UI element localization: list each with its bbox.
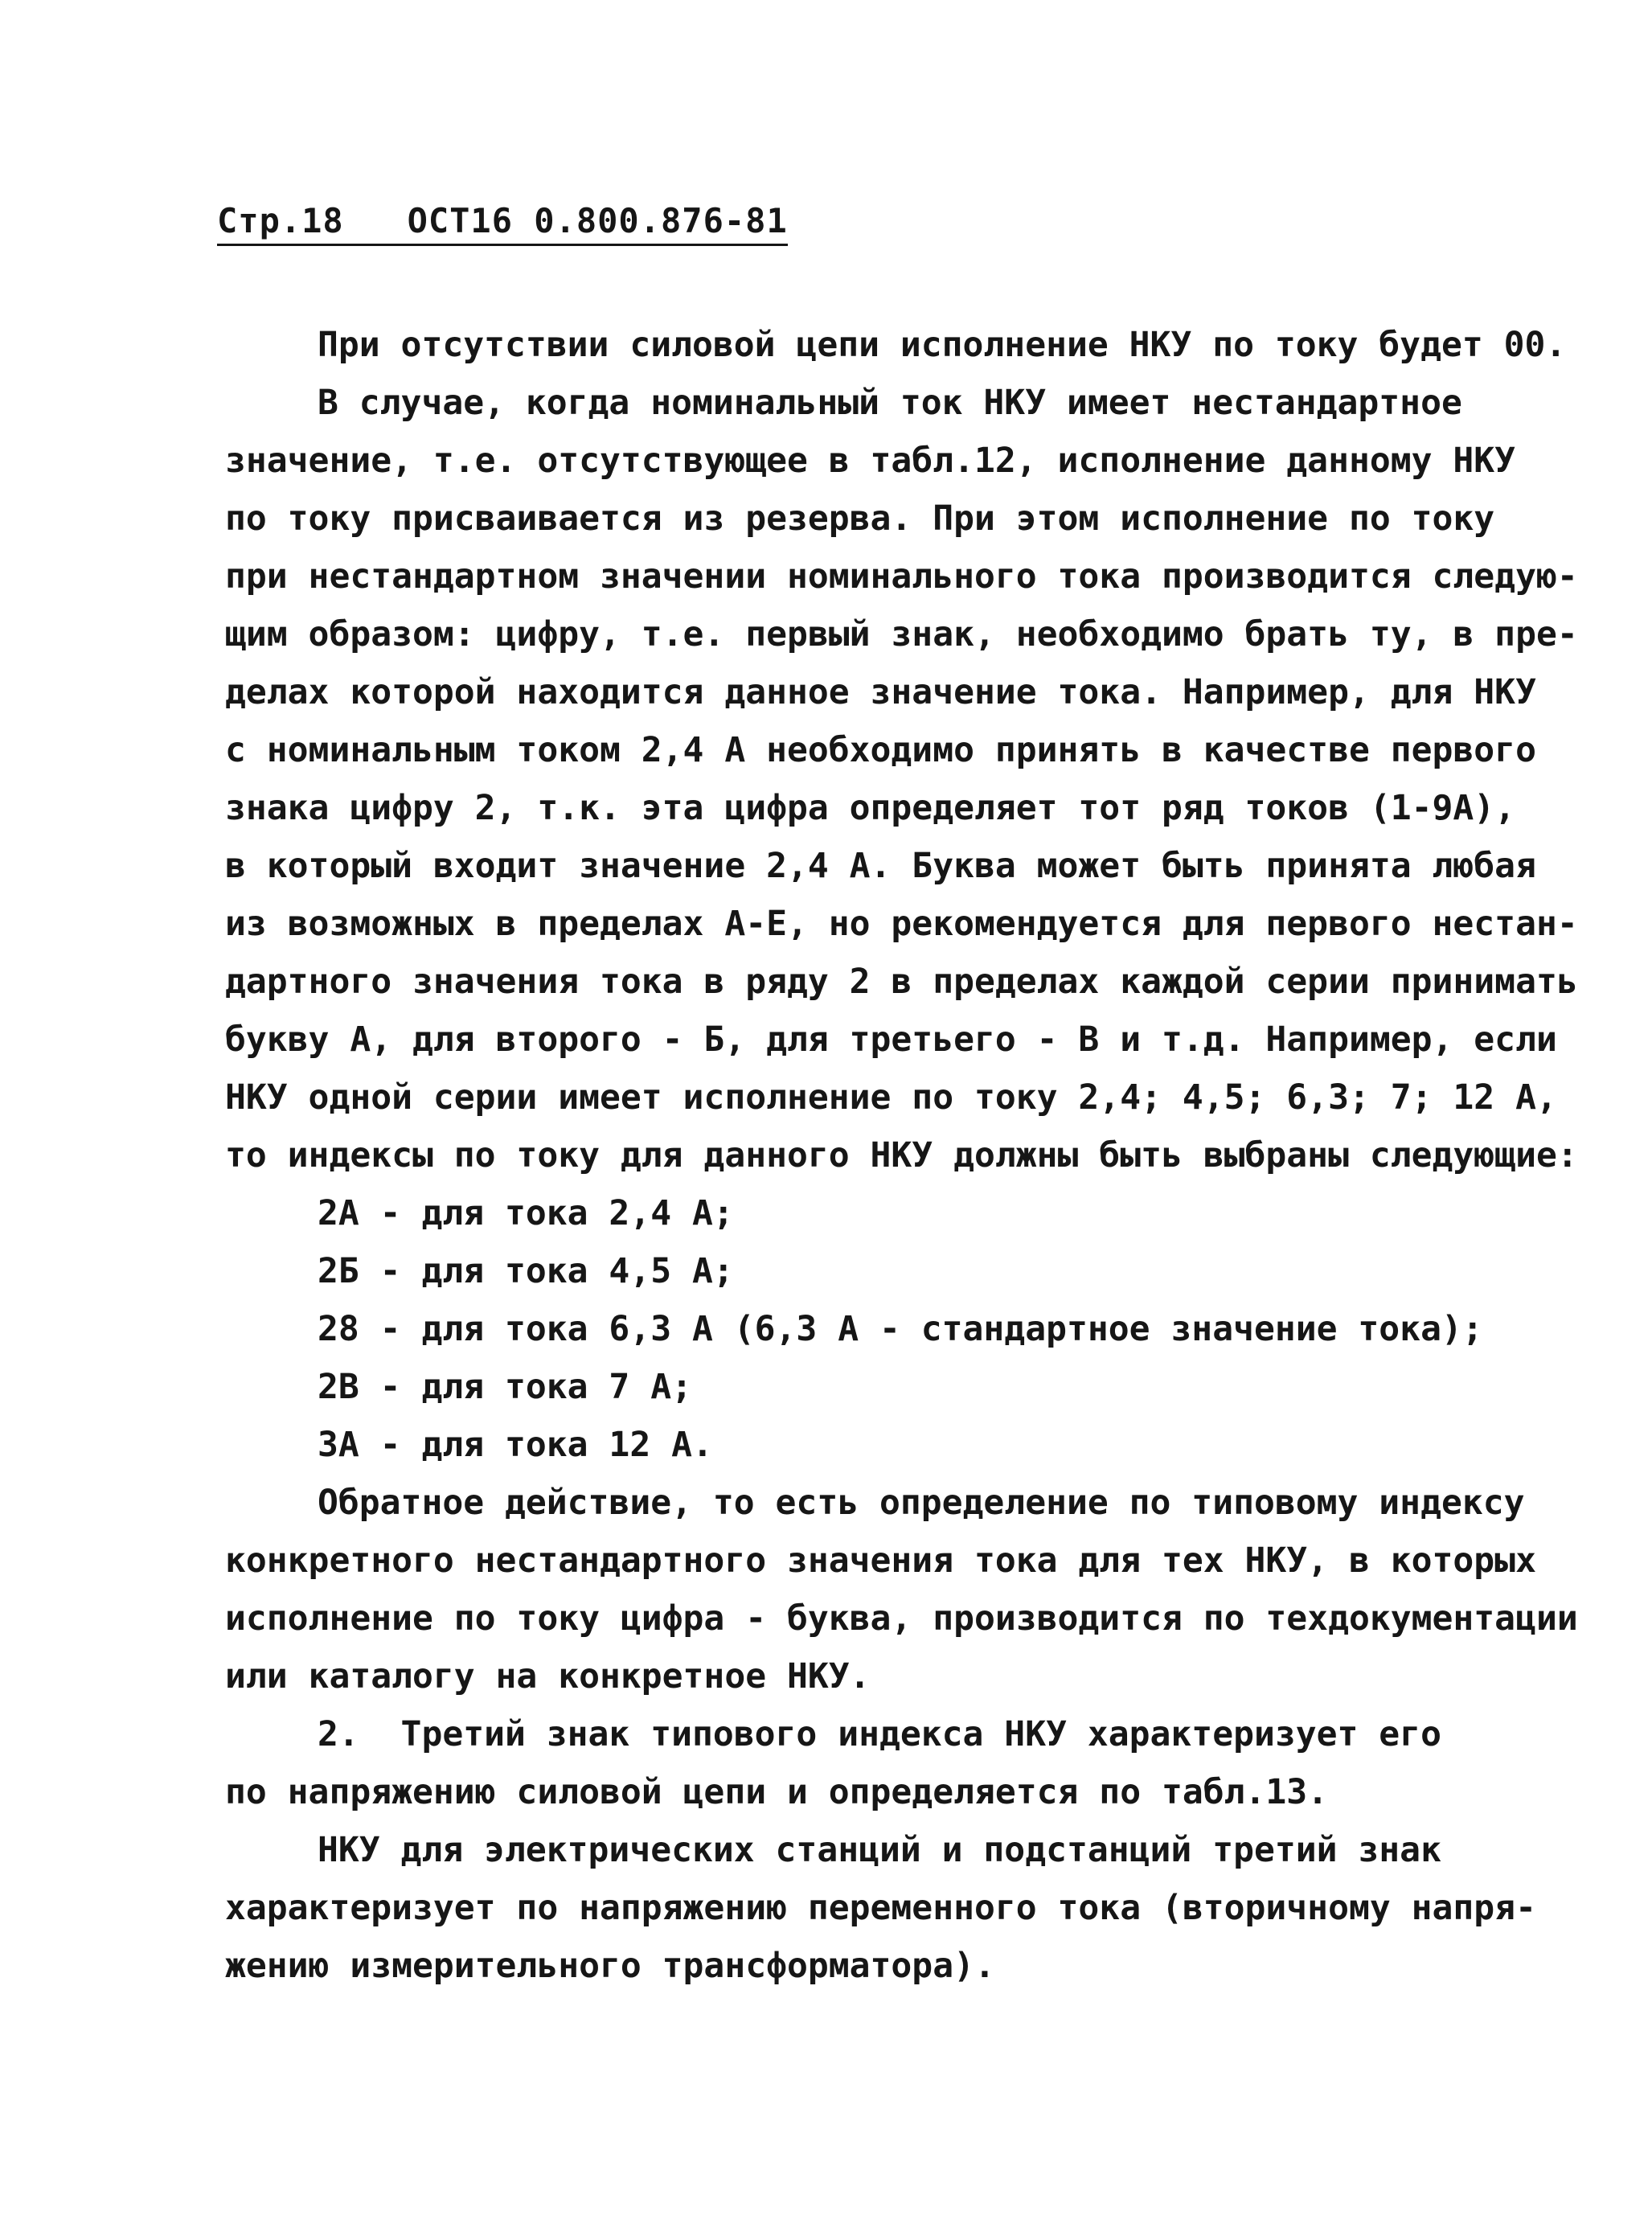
text-line: характеризует по напряжению переменного тока (вторичному напря- (225, 1888, 1536, 1928)
text-line: значение, т.е. отсутствующее в табл.12, исполнение данному НКУ (225, 441, 1516, 481)
text-line: дартного значения тока в ряду 2 в пределах каждой серии принимать (225, 962, 1578, 1002)
text-line: при нестандартном значении номинального тока производится следую- (225, 556, 1578, 597)
text-line: 28 - для тока 6,3 А (6,3 А - стандартное значение тока); (318, 1309, 1483, 1349)
text-line: 2. Третий знак типового индекса НКУ характеризует его (318, 1714, 1441, 1754)
text-line: из возможных в пределах А-Е, но рекомендуется для первого нестан- (225, 904, 1578, 944)
text-line: конкретного нестандартного значения тока для тех НКУ, в которых (225, 1541, 1536, 1581)
text-line: букву А, для второго - Б, для третьего - В и т.д. Например, если (225, 1020, 1557, 1060)
page-header: Стр.18 ОСТ16 0.800.876-81 (217, 201, 788, 246)
text-line: 2Б - для тока 4,5 А; (318, 1251, 734, 1291)
text-line: щим образом: цифру, т.е. первый знак, необходимо брать ту, в пре- (225, 614, 1578, 654)
text-line: Обратное действие, то есть определение по типовому индексу (318, 1483, 1525, 1523)
text-line: делах которой находится данное значение тока. Например, для НКУ (225, 672, 1536, 712)
text-line: знака цифру 2, т.к. эта цифра определяет тот ряд токов (1-9А), (225, 788, 1516, 828)
text-line: При отсутствии силовой цепи исполнение НКУ по току будет 00. (318, 325, 1567, 365)
text-line: жению измерительного трансформатора). (225, 1946, 995, 1986)
text-line: по напряжению силовой цепи и определяется по табл.13. (225, 1772, 1329, 1812)
text-line: то индексы по току для данного НКУ должны быть выбраны следующие: (225, 1135, 1578, 1175)
text-line: В случае, когда номинальный ток НКУ имеет нестандартное (318, 383, 1462, 423)
text-line: в который входит значение 2,4 А. Буква может быть принята любая (225, 846, 1536, 886)
text-line: 2В - для тока 7 А; (318, 1367, 692, 1407)
text-line: по току присваивается из резерва. При этом исполнение по току (225, 499, 1495, 539)
text-line: 2А - для тока 2,4 А; (318, 1193, 734, 1233)
text-line: исполнение по току цифра - буква, производится по техдокументации (225, 1598, 1578, 1639)
text-line: 3А - для тока 12 А. (318, 1425, 713, 1465)
text-line: с номинальным током 2,4 А необходимо принять в качестве первого (225, 730, 1536, 770)
text-line: НКУ одной серии имеет исполнение по току 2,4; 4,5; 6,3; 7; 12 А, (225, 1077, 1557, 1118)
text-line: или каталогу на конкретное НКУ. (225, 1656, 871, 1697)
text-line: НКУ для электрических станций и подстанций третий знак (318, 1830, 1441, 1870)
